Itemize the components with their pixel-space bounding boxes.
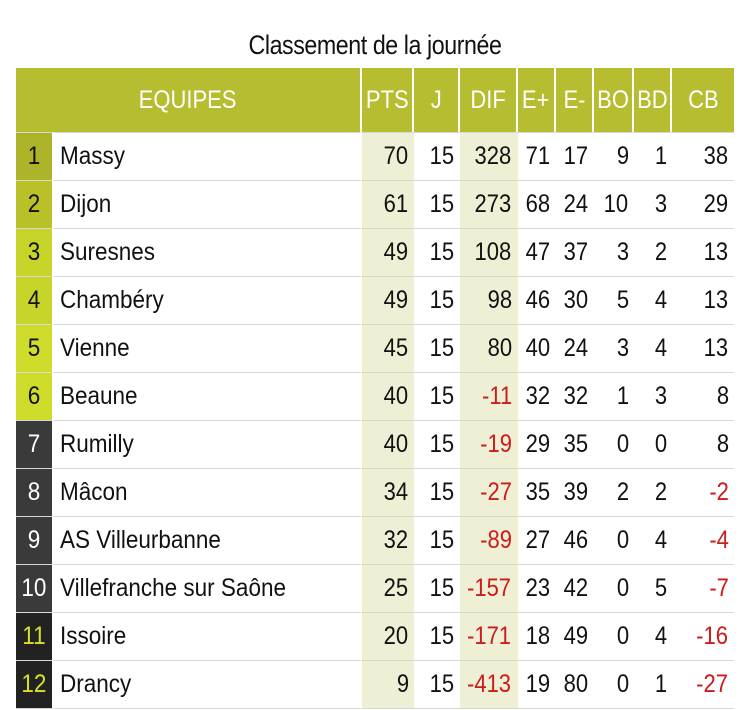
dif-cell: -171 xyxy=(460,613,518,661)
table-row xyxy=(16,469,734,517)
bo-cell: 0 xyxy=(594,565,634,613)
col-header-dif[interactable]: DIF xyxy=(460,68,518,132)
j-cell: 15 xyxy=(414,469,460,517)
table-row xyxy=(16,661,734,709)
e-plus-cell: 40 xyxy=(518,325,556,373)
e-minus-cell: 39 xyxy=(556,469,594,517)
bo-cell: 3 xyxy=(594,229,634,277)
bd-cell: 3 xyxy=(634,181,672,229)
rank-cell: 12 xyxy=(16,661,54,709)
pts-cell: 32 xyxy=(362,517,414,565)
col-header-cb[interactable]: CB xyxy=(672,68,734,132)
pts-cell: 20 xyxy=(362,613,414,661)
j-cell: 15 xyxy=(414,132,460,181)
pts-cell: 49 xyxy=(362,229,414,277)
dif-cell: 80 xyxy=(460,325,518,373)
dif-cell: -19 xyxy=(460,421,518,469)
pts-cell: 34 xyxy=(362,469,414,517)
bo-cell: 0 xyxy=(594,613,634,661)
table-row xyxy=(16,325,734,373)
team-name: Issoire xyxy=(54,613,362,661)
cb-cell: 13 xyxy=(672,277,734,325)
e-plus-cell: 32 xyxy=(518,373,556,421)
pts-cell: 70 xyxy=(362,132,414,181)
cb-cell: -4 xyxy=(672,517,734,565)
bd-cell: 0 xyxy=(634,421,672,469)
e-plus-cell: 19 xyxy=(518,661,556,709)
team-name: Dijon xyxy=(54,181,362,229)
cb-cell: -2 xyxy=(672,469,734,517)
e-minus-cell: 35 xyxy=(556,421,594,469)
team-name: Vienne xyxy=(54,325,362,373)
team-name: Drancy xyxy=(54,661,362,709)
dif-cell: -157 xyxy=(460,565,518,613)
e-minus-cell: 46 xyxy=(556,517,594,565)
bd-cell: 2 xyxy=(634,229,672,277)
bo-cell: 10 xyxy=(594,181,634,229)
j-cell: 15 xyxy=(414,373,460,421)
team-name: Rumilly xyxy=(54,421,362,469)
j-cell: 15 xyxy=(414,517,460,565)
bo-cell: 5 xyxy=(594,277,634,325)
team-name: Mâcon xyxy=(54,469,362,517)
bd-cell: 4 xyxy=(634,277,672,325)
dif-cell: 328 xyxy=(460,132,518,181)
dif-cell: 108 xyxy=(460,229,518,277)
table-row xyxy=(16,373,734,421)
table-row xyxy=(16,181,734,229)
table-row xyxy=(16,421,734,469)
bo-cell: 3 xyxy=(594,325,634,373)
col-header-e-minus[interactable]: E- xyxy=(556,68,594,132)
team-name: Chambéry xyxy=(54,277,362,325)
bo-cell: 9 xyxy=(594,132,634,181)
dif-cell: -89 xyxy=(460,517,518,565)
team-name: Massy xyxy=(54,132,362,181)
dif-cell: -413 xyxy=(460,661,518,709)
table-row xyxy=(16,565,734,613)
e-plus-cell: 27 xyxy=(518,517,556,565)
e-minus-cell: 80 xyxy=(556,661,594,709)
e-plus-cell: 29 xyxy=(518,421,556,469)
bd-cell: 4 xyxy=(634,325,672,373)
bo-cell: 2 xyxy=(594,469,634,517)
dif-cell: 273 xyxy=(460,181,518,229)
j-cell: 15 xyxy=(414,229,460,277)
e-minus-cell: 17 xyxy=(556,132,594,181)
table-row xyxy=(16,132,734,181)
col-header-e-plus[interactable]: E+ xyxy=(518,68,556,132)
e-plus-cell: 47 xyxy=(518,229,556,277)
e-minus-cell: 37 xyxy=(556,229,594,277)
e-plus-cell: 68 xyxy=(518,181,556,229)
cb-cell: 8 xyxy=(672,421,734,469)
bo-cell: 0 xyxy=(594,517,634,565)
rank-cell: 5 xyxy=(16,325,54,373)
rank-cell: 10 xyxy=(16,565,54,613)
bo-cell: 1 xyxy=(594,373,634,421)
dif-cell: -27 xyxy=(460,469,518,517)
team-name: AS Villeurbanne xyxy=(54,517,362,565)
standings-table xyxy=(16,68,734,709)
rank-cell: 3 xyxy=(16,229,54,277)
bd-cell: 4 xyxy=(634,517,672,565)
pts-cell: 61 xyxy=(362,181,414,229)
e-minus-cell: 24 xyxy=(556,325,594,373)
table-row xyxy=(16,613,734,661)
e-plus-cell: 18 xyxy=(518,613,556,661)
cb-cell: -27 xyxy=(672,661,734,709)
e-minus-cell: 30 xyxy=(556,277,594,325)
rank-cell: 6 xyxy=(16,373,54,421)
e-plus-cell: 23 xyxy=(518,565,556,613)
col-header-bo[interactable]: BO xyxy=(594,68,634,132)
col-header-equipes[interactable]: EQUIPES xyxy=(16,68,362,132)
e-plus-cell: 35 xyxy=(518,469,556,517)
page-title: Classement de la journée xyxy=(248,30,502,60)
col-header-pts[interactable]: PTS xyxy=(362,68,414,132)
header-row xyxy=(16,68,734,132)
rank-cell: 1 xyxy=(16,132,54,181)
pts-cell: 9 xyxy=(362,661,414,709)
j-cell: 15 xyxy=(414,325,460,373)
j-cell: 15 xyxy=(414,613,460,661)
e-minus-cell: 24 xyxy=(556,181,594,229)
pts-cell: 40 xyxy=(362,373,414,421)
bo-cell: 0 xyxy=(594,661,634,709)
bd-cell: 5 xyxy=(634,565,672,613)
team-name: Suresnes xyxy=(54,229,362,277)
pts-cell: 40 xyxy=(362,421,414,469)
bd-cell: 1 xyxy=(634,132,672,181)
j-cell: 15 xyxy=(414,565,460,613)
j-cell: 15 xyxy=(414,181,460,229)
pts-cell: 25 xyxy=(362,565,414,613)
pts-cell: 49 xyxy=(362,277,414,325)
table-row xyxy=(16,277,734,325)
team-name: Beaune xyxy=(54,373,362,421)
bd-cell: 2 xyxy=(634,469,672,517)
rank-cell: 11 xyxy=(16,613,54,661)
e-plus-cell: 71 xyxy=(518,132,556,181)
cb-cell: 29 xyxy=(672,181,734,229)
rank-cell: 8 xyxy=(16,469,54,517)
cb-cell: 38 xyxy=(672,132,734,181)
j-cell: 15 xyxy=(414,661,460,709)
e-minus-cell: 32 xyxy=(556,373,594,421)
bd-cell: 4 xyxy=(634,613,672,661)
e-plus-cell: 46 xyxy=(518,277,556,325)
bd-cell: 1 xyxy=(634,661,672,709)
rank-cell: 2 xyxy=(16,181,54,229)
col-header-bd[interactable]: BD xyxy=(634,68,672,132)
col-header-j[interactable]: J xyxy=(414,68,460,132)
j-cell: 15 xyxy=(414,277,460,325)
dif-cell: 98 xyxy=(460,277,518,325)
table-row xyxy=(16,517,734,565)
pts-cell: 45 xyxy=(362,325,414,373)
e-minus-cell: 42 xyxy=(556,565,594,613)
e-minus-cell: 49 xyxy=(556,613,594,661)
cb-cell: -16 xyxy=(672,613,734,661)
rank-cell: 4 xyxy=(16,277,54,325)
j-cell: 15 xyxy=(414,421,460,469)
cb-cell: -7 xyxy=(672,565,734,613)
cb-cell: 13 xyxy=(672,229,734,277)
cb-cell: 13 xyxy=(672,325,734,373)
bd-cell: 3 xyxy=(634,373,672,421)
dif-cell: -11 xyxy=(460,373,518,421)
team-name: Villefranche sur Saône xyxy=(54,565,362,613)
cb-cell: 8 xyxy=(672,373,734,421)
rank-cell: 7 xyxy=(16,421,54,469)
bo-cell: 0 xyxy=(594,421,634,469)
rank-cell: 9 xyxy=(16,517,54,565)
table-row xyxy=(16,229,734,277)
